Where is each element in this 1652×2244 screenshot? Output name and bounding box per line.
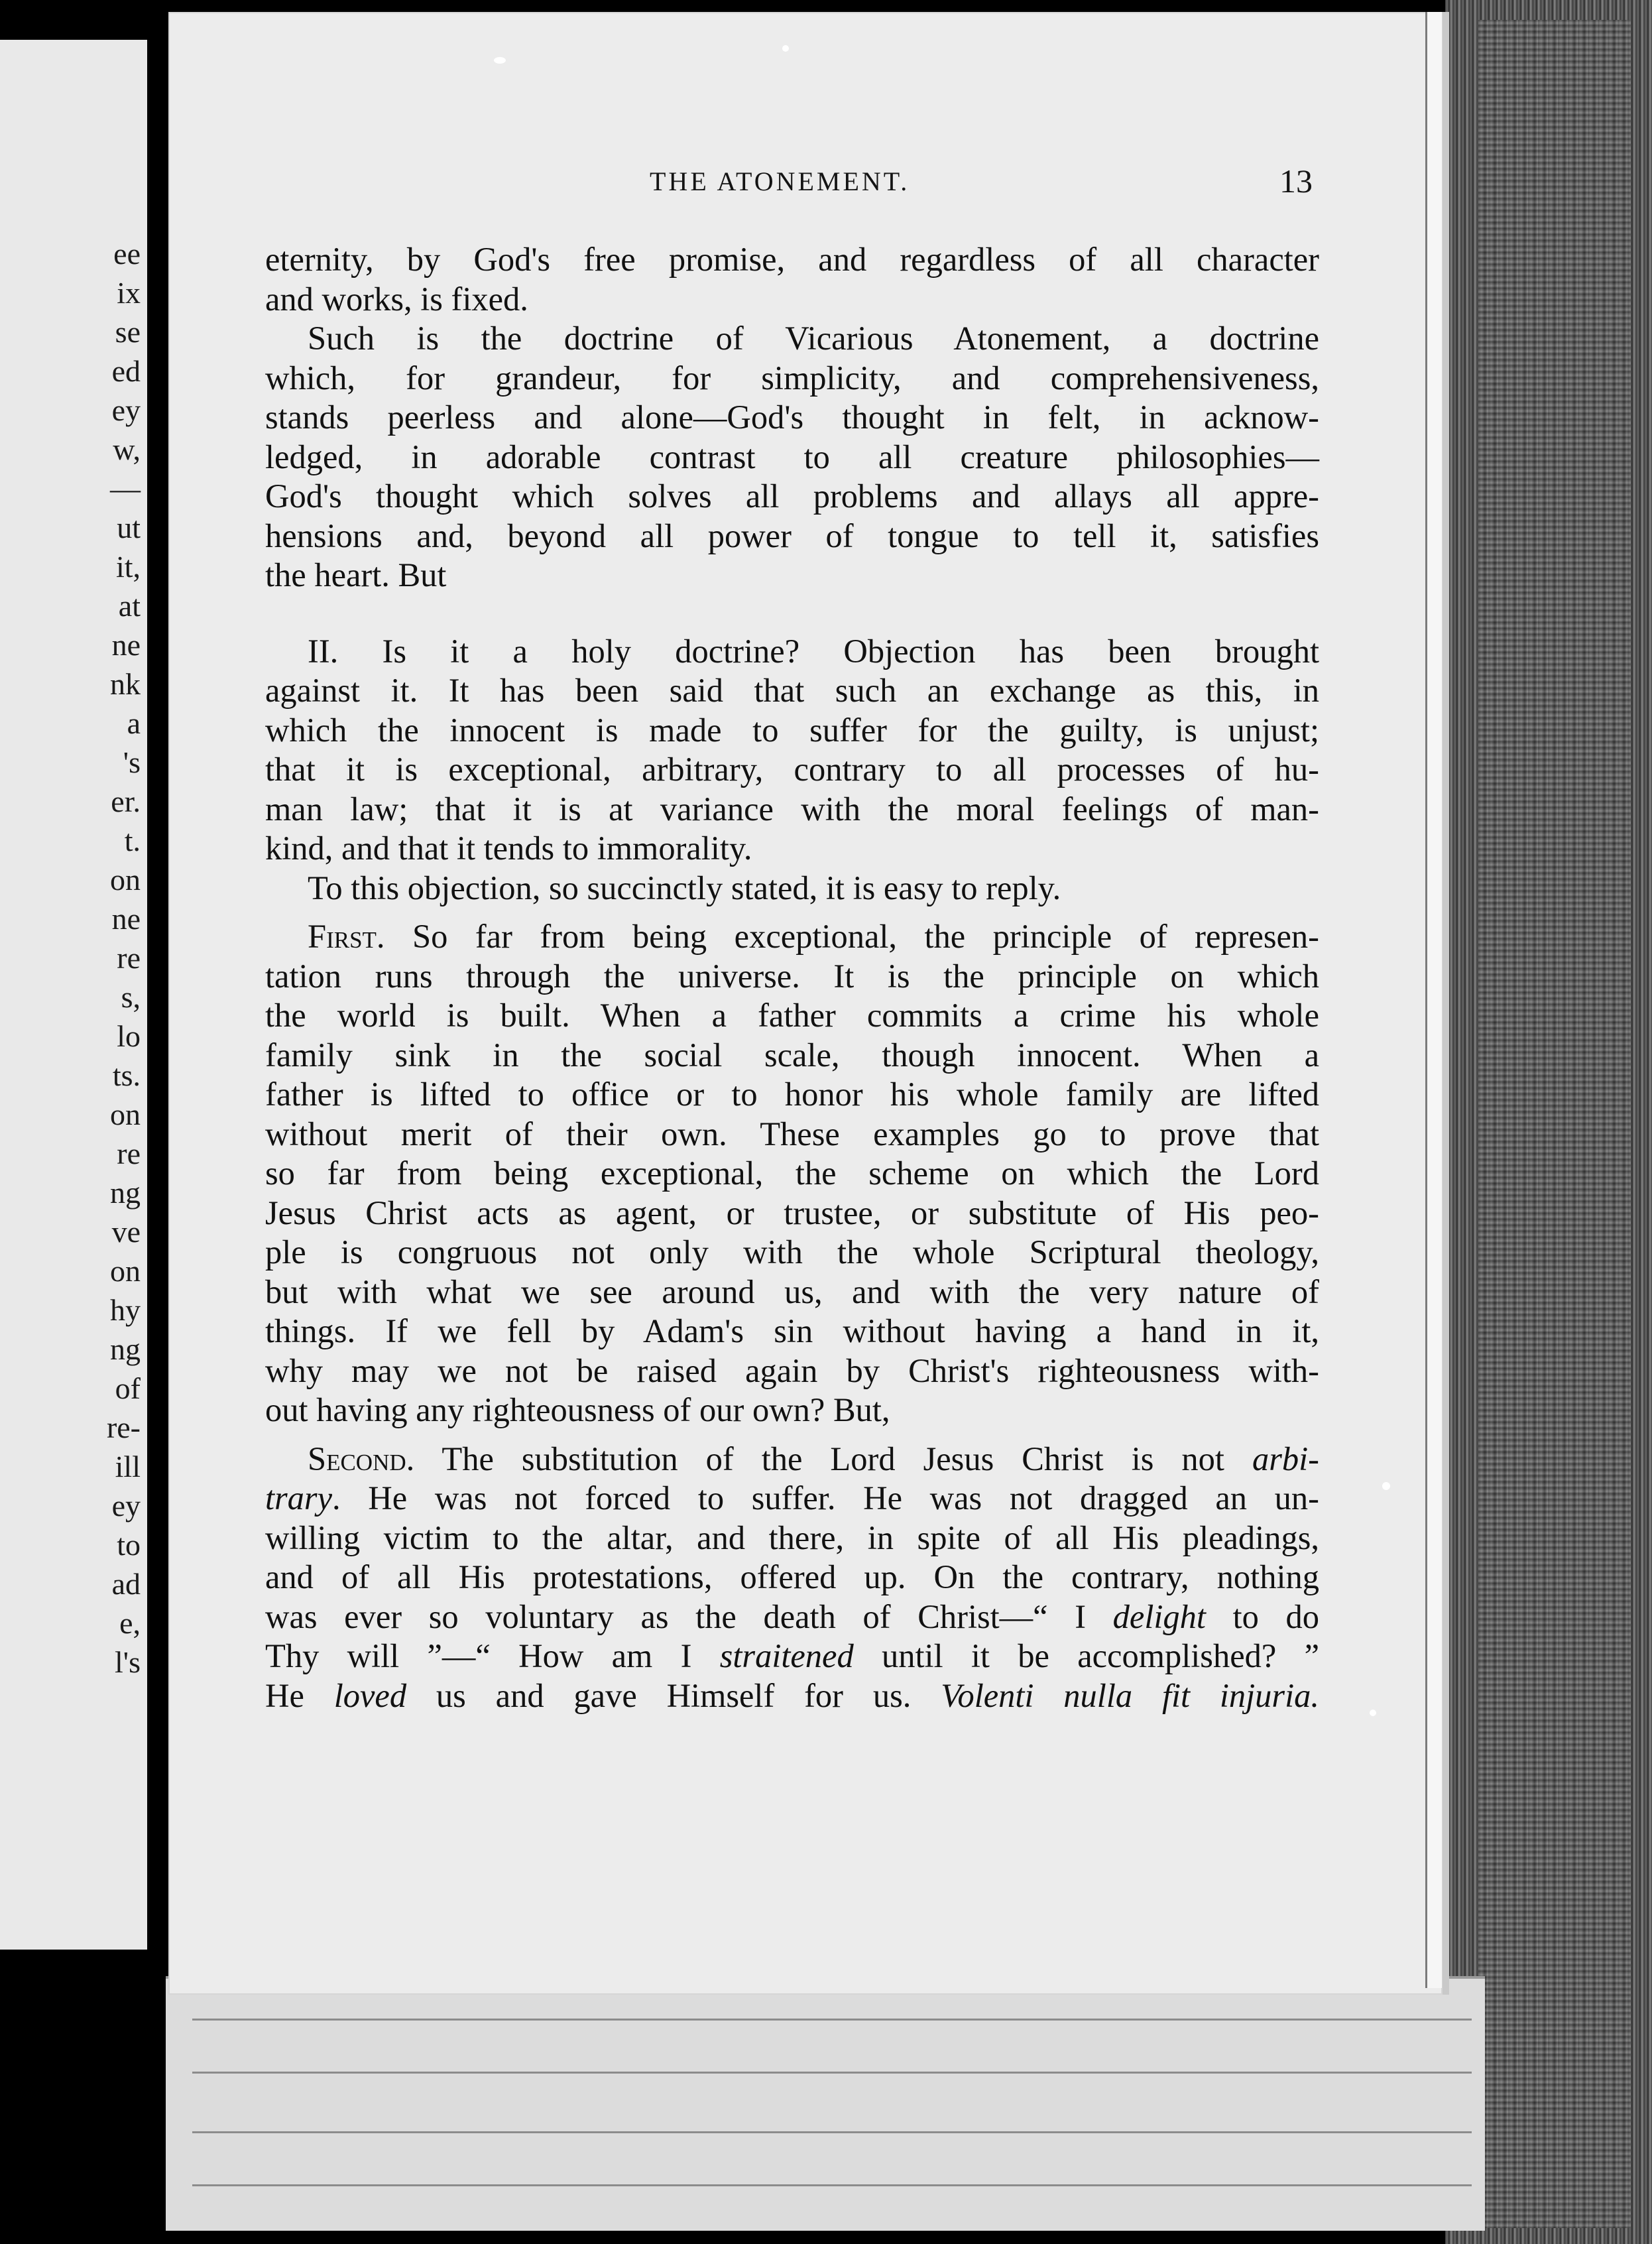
- left-page-fragment: on: [110, 1097, 141, 1131]
- text-line: the world is built. When a father commits a crime his whole: [265, 997, 1319, 1034]
- left-page-fragment: to: [117, 1528, 141, 1562]
- text-line: II. Is it a holy doctrine? Objection has been brought: [308, 632, 1319, 670]
- left-page-fragment: ed: [111, 354, 141, 388]
- left-page-fragment: re-: [106, 1410, 141, 1444]
- left-page-fragment: ill: [115, 1450, 141, 1483]
- left-page-fragment: it,: [115, 550, 141, 584]
- text-line: family sink in the social scale, though innocent. When a: [265, 1036, 1319, 1074]
- text-line: man law; that it is at variance with the moral feelings of man-: [265, 790, 1319, 828]
- text-line: the heart. But: [265, 556, 447, 593]
- text-line: trary. He was not forced to suffer. He was not dragged an un-: [265, 1479, 1319, 1517]
- page-number: 13: [1279, 162, 1313, 200]
- left-facing-page: [0, 40, 147, 1950]
- left-page-fragment: on: [110, 863, 141, 897]
- text-line: which, for grandeur, for simplicity, and comprehensiveness,: [265, 359, 1319, 397]
- text-line: was ever so voluntary as the death of Christ—“ I delight to do: [265, 1597, 1319, 1635]
- text-line: and works, is fixed.: [265, 280, 528, 318]
- text-line: First. So far from being exceptional, the principle of represen-: [308, 918, 1319, 955]
- text-line: things. If we fell by Adam's sin without having a hand in it,: [265, 1312, 1319, 1349]
- text-line: Jesus Christ acts as agent, or trustee, or substitute of His peo-: [265, 1194, 1319, 1231]
- left-page-fragment: ne: [111, 628, 141, 662]
- text-line: that it is exceptional, arbitrary, contrary to all processes of hu-: [265, 751, 1319, 788]
- left-page-fragment: ut: [117, 511, 141, 544]
- left-page-fragment: t.: [124, 824, 141, 857]
- text-line: tation runs through the universe. It is the principle on which: [265, 957, 1319, 995]
- left-page-fragment: hy: [110, 1293, 141, 1327]
- left-page-fragment: s,: [121, 980, 141, 1014]
- scan-speck: [782, 45, 789, 52]
- left-page-fragment: lo: [117, 1019, 141, 1053]
- text-line: father is lifted to office or to honor his whole family are lifted: [265, 1076, 1319, 1113]
- book-edge-texture: [1478, 20, 1631, 2228]
- page-stack: [166, 1976, 1485, 2231]
- section-lead-second: Second.: [308, 1440, 415, 1477]
- left-page-fragment: ng: [110, 1176, 141, 1210]
- scan-speck: [494, 57, 506, 64]
- text-line: God's thought which solves all problems and allays all appre-: [265, 477, 1319, 515]
- left-page-fragment: ts.: [112, 1058, 141, 1092]
- left-page-fragment: e,: [119, 1606, 141, 1640]
- latin-phrase: Volenti nulla fit injuria.: [941, 1676, 1319, 1714]
- left-page-fragment: ix: [117, 276, 141, 310]
- text-line: ledged, in adorable contrast to all creature philosophies—: [265, 438, 1319, 475]
- scan-speck: [1382, 1482, 1390, 1490]
- left-page-fragment: at: [118, 589, 141, 623]
- left-page-fragment: ee: [113, 237, 141, 271]
- left-page-fragment: re: [117, 1137, 141, 1170]
- left-page-fragment: ne: [111, 902, 141, 936]
- text-line: ple is congruous not only with the whole Scriptural theology,: [265, 1233, 1319, 1271]
- left-page-fragment: of: [115, 1371, 141, 1405]
- left-page-fragment: se: [115, 315, 141, 349]
- left-page-fragment: on: [110, 1254, 141, 1288]
- running-head: THE ATONEMENT.: [650, 166, 910, 196]
- text-line: eternity, by God's free promise, and regardless of all character: [265, 241, 1319, 278]
- text-line: but with what we see around us, and with the very nature of: [265, 1273, 1319, 1310]
- left-page-fragment: a: [127, 706, 141, 740]
- text-line: without merit of their own. These examples go to prove that: [265, 1115, 1319, 1153]
- left-page-fragment: ey: [111, 1489, 141, 1523]
- left-page-fragment: w,: [113, 432, 141, 466]
- left-page-fragment: ng: [110, 1332, 141, 1366]
- text-line: willing victim to the altar, and there, in spite of all His pleadings,: [265, 1519, 1319, 1556]
- text-line: out having any righteousness of our own? But,: [265, 1391, 890, 1428]
- text-line: so far from being exceptional, the scheme on which the Lord: [265, 1154, 1319, 1192]
- left-page-fragment: er.: [111, 784, 141, 818]
- text-line: which the innocent is made to suffer for the guilty, is unjust;: [265, 711, 1319, 749]
- text-line: To this objection, so succinctly stated, it is easy to reply.: [308, 869, 1061, 906]
- scan-speck: [1370, 1710, 1376, 1716]
- text-line: and of all His protestations, offered up. On the contrary, nothing: [265, 1558, 1319, 1595]
- text-line: why may we not be raised again by Christ's righteousness with-: [265, 1351, 1319, 1389]
- left-page-fragment: l's: [115, 1645, 141, 1679]
- text-line: Second. The substitution of the Lord Jesus Christ is not arbi-: [308, 1440, 1319, 1477]
- left-page-fragment: ve: [111, 1215, 141, 1249]
- body-text: [265, 240, 1319, 1715]
- text-line: Such is the doctrine of Vicarious Atonement, a doctrine: [308, 320, 1319, 357]
- text-line: hensions and, beyond all power of tongue to tell it, satisfies: [265, 517, 1319, 554]
- text-line: stands peerless and alone—God's thought in felt, in acknow-: [265, 399, 1319, 436]
- text-line: kind, and that it tends to immorality.: [265, 830, 752, 867]
- left-page-fragment: nk: [110, 667, 141, 701]
- text-line: against it. It has been said that such an exchange as this, in: [265, 672, 1319, 709]
- left-page-fragment: —: [110, 471, 141, 505]
- text-line: He loved us and gave Himself for us. Volenti nulla fit injuria.: [265, 1676, 1319, 1714]
- left-page-fragment: 's: [123, 745, 141, 779]
- left-page-fragment: ad: [111, 1567, 141, 1601]
- text-line: Thy will ”—“ How am I straitened until it be accomplished? ”: [265, 1637, 1319, 1674]
- page-margin-edge: [1425, 12, 1442, 1988]
- left-page-fragment: re: [117, 941, 141, 975]
- section-lead-first: First.: [308, 918, 385, 955]
- left-page-fragment: ey: [111, 393, 141, 427]
